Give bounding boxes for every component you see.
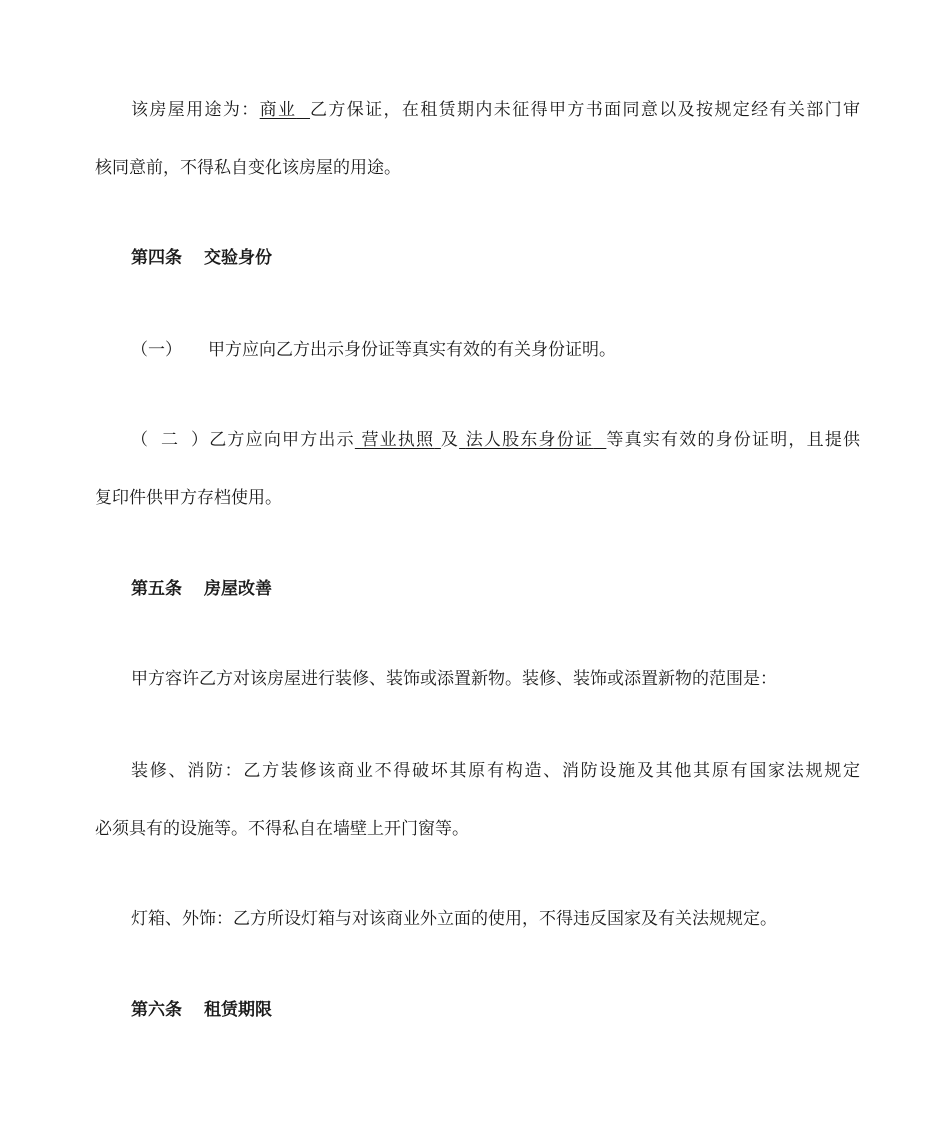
item-2-text-b: 等真实有效的身份证明，且提供 (606, 430, 861, 450)
item-2-number: （二） (131, 430, 208, 450)
article-5-number: 第五条 (131, 579, 182, 599)
article-5-paragraph-2-line-1: 装修、消防：乙方装修该商业不得破坏其原有构造、消防设施及其他其原有国家法规规定 (131, 761, 860, 781)
article-4-item-2-line-2: 复印件供甲方存档使用。 (95, 488, 282, 508)
article-4-number: 第四条 (131, 248, 182, 268)
article-5-heading (131, 577, 860, 601)
article-5-paragraph-1: 甲方容许乙方对该房屋进行装修、装饰或添置新物。装修、装饰或添置新物的范围是： (131, 669, 777, 689)
item-2-doc-1: 营业执照 (361, 430, 435, 450)
article-5-paragraph-2-line-2: 必须具有的设施等。不得私自在墙壁上开门窗等。 (95, 819, 469, 839)
article-6-number: 第六条 (131, 1000, 182, 1020)
article-4-title: 交验身份 (204, 248, 272, 268)
item-2-text-a: 乙方应向甲方出示 (208, 430, 355, 450)
article-5-title: 房屋改善 (204, 579, 272, 599)
usage-label: 该房屋用途为： (131, 100, 260, 120)
usage-guarantee-text: 乙方保证，在租赁期内未征得甲方书面同意以及按规定经有关部门审 (310, 100, 861, 120)
usage-paragraph-line-1 (131, 98, 860, 122)
usage-value: 商业 (259, 100, 297, 120)
article-5-paragraph-3: 灯箱、外饰：乙方所设灯箱与对该商业外立面的使用，不得违反国家及有关法规规定。 (131, 909, 777, 929)
item-1-number: （一） (131, 340, 182, 360)
article-6-heading (131, 998, 860, 1022)
item-2-doc-2: 法人股东身份证 (465, 430, 594, 450)
item-1-text: 甲方应向乙方出示身份证等真实有效的有关身份证明。 (208, 340, 616, 360)
item-2-and: 及 (440, 430, 460, 450)
article-4-item-2-line-1 (131, 428, 860, 452)
usage-paragraph-line-2: 核同意前，不得私自变化该房屋的用途。 (95, 158, 401, 178)
article-4-heading (131, 246, 860, 270)
article-4-item-1 (131, 338, 860, 362)
article-6-title: 租赁期限 (204, 1000, 272, 1020)
